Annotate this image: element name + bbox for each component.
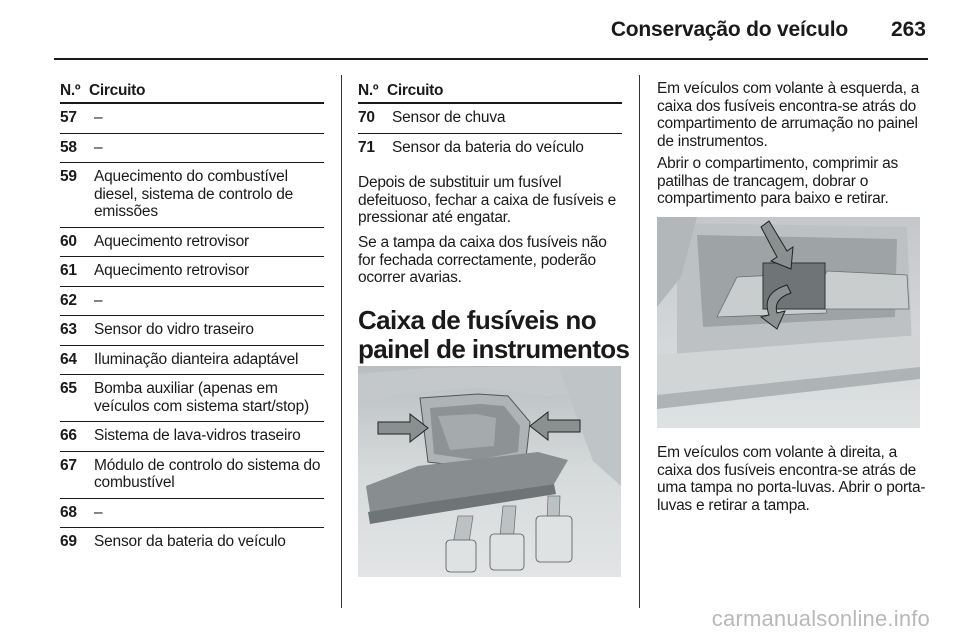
fuse-circuit: Sensor do vidro traseiro xyxy=(94,321,254,338)
fuse-number: 66 xyxy=(60,427,77,444)
fuse-number: 60 xyxy=(60,232,77,250)
fuse-number: 64 xyxy=(60,350,77,368)
header-circuit: Circuito xyxy=(387,82,444,99)
fuse-circuit: Aquecimento do combustível diesel, sistema de controlo de emissões xyxy=(94,168,294,220)
fuse-circuit: Sensor de chuva xyxy=(392,109,506,126)
paragraph-replace-fuse: Depois de substituir um fusível defeituoso, fechar a caixa de fusíveis e pressionar até engatar. xyxy=(358,174,616,226)
dashboard-fusebox-drawing xyxy=(358,366,621,577)
table-row xyxy=(60,287,324,317)
fuse-circuit: – xyxy=(94,291,103,309)
header-number: N.º xyxy=(358,82,379,99)
fuse-number: 61 xyxy=(60,262,77,279)
header-number: N.º xyxy=(60,82,81,99)
fuse-number: 65 xyxy=(60,380,77,397)
table-header xyxy=(60,80,324,104)
header-rule xyxy=(54,58,928,60)
fuse-number: 71 xyxy=(358,138,375,156)
table-row xyxy=(60,528,324,557)
table-row xyxy=(60,422,324,452)
table-row xyxy=(60,499,324,529)
fuse-number: 59 xyxy=(60,168,77,185)
table-row xyxy=(60,134,324,164)
fuse-circuit: Iluminação dianteira adaptável xyxy=(94,350,299,368)
paragraph-rhd-location: Em veículos com volante à direita, a caixa dos fusíveis encontra-se atrás de uma tampa no porta-luvas. Abrir o porta-luvas e retirar a tampa. xyxy=(657,444,926,514)
header-circuit: Circuito xyxy=(89,82,146,99)
fuse-circuit: Bomba auxiliar (apenas em veículos com sistema start/stop) xyxy=(94,380,309,415)
fuse-number: 63 xyxy=(60,321,77,338)
fuse-circuit: – xyxy=(94,503,103,521)
illustration-dashboard-fusebox xyxy=(358,366,621,577)
fuse-circuit: Sensor da bateria do veículo xyxy=(94,533,286,550)
fuse-number: 67 xyxy=(60,456,77,474)
paragraph-cover-warning: Se a tampa da caixa dos fusíveis não for fechada correctamente, poderão ocorrer avarias. xyxy=(358,234,607,286)
fuse-circuit: – xyxy=(94,109,103,126)
fuse-number: 57 xyxy=(60,109,77,126)
table-row xyxy=(60,104,324,134)
fuse-number: 62 xyxy=(60,291,77,309)
table-row xyxy=(60,346,324,376)
fuse-number: 70 xyxy=(358,109,375,126)
fuse-circuit: – xyxy=(94,138,103,156)
page-number: 263 xyxy=(890,18,926,41)
fuse-circuit: Aquecimento retrovisor xyxy=(94,262,249,279)
fuse-circuit: Sensor da bateria do veículo xyxy=(392,138,584,156)
fuse-circuit: Aquecimento retrovisor xyxy=(94,232,249,250)
fuse-circuit: Módulo de controlo do sistema do combustível xyxy=(94,456,321,491)
table-row xyxy=(60,257,324,287)
illustration-glovebox-fusebox xyxy=(657,217,920,428)
page-header-title: Conservação do veículo xyxy=(610,18,848,41)
table-header xyxy=(358,80,622,104)
table-row xyxy=(60,316,324,346)
fuse-number: 68 xyxy=(60,503,77,521)
table-row xyxy=(60,375,324,422)
table-row xyxy=(358,104,622,134)
fuse-number: 69 xyxy=(60,533,77,550)
fuse-table-middle xyxy=(358,80,622,162)
fuse-table-left xyxy=(60,80,324,557)
table-row xyxy=(60,228,324,258)
table-row xyxy=(358,134,622,163)
fuse-number: 58 xyxy=(60,138,77,156)
table-row xyxy=(60,452,324,499)
column-divider-left xyxy=(341,75,342,608)
paragraph-lhd-instructions: Abrir o compartimento, comprimir as patilhas de trancagem, dobrar o compartimento para baixo e retirar. xyxy=(657,155,899,207)
fuse-circuit: Sistema de lava-vidros traseiro xyxy=(94,427,301,444)
glovebox-fusebox-drawing xyxy=(657,217,920,428)
watermark: carmanualsonline.info xyxy=(711,606,930,631)
column-divider-right xyxy=(639,75,640,608)
table-row xyxy=(60,163,324,228)
paragraph-lhd-location: Em veículos com volante à esquerda, a caixa dos fusíveis encontra-se atrás do compartimento de arrumação no painel de instrumentos. xyxy=(657,80,920,150)
section-heading: Caixa de fusíveis no painel de instrumentos xyxy=(358,305,630,364)
